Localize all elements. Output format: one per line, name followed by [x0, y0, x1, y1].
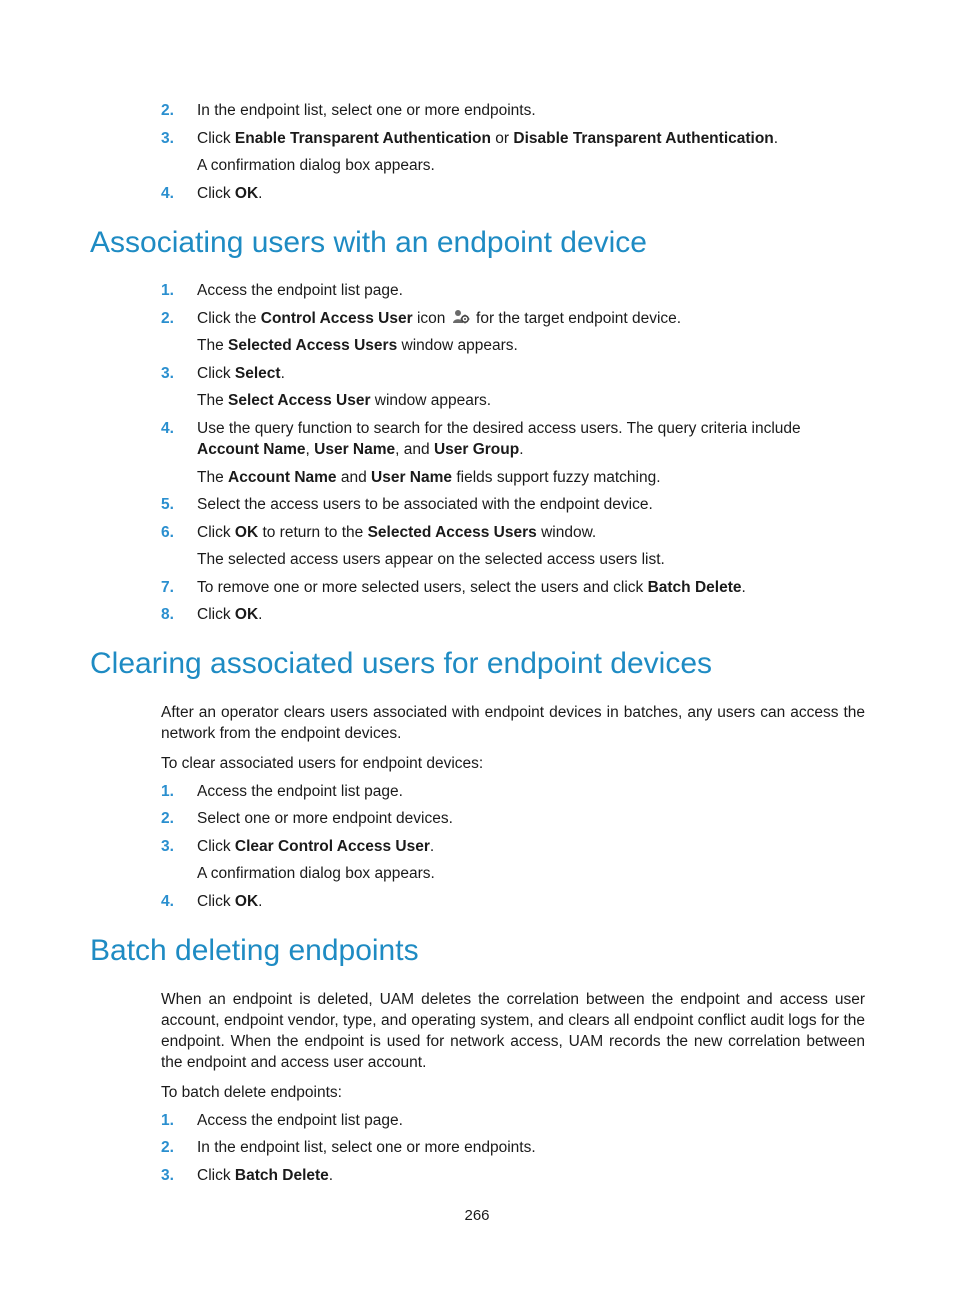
- page-number: 266: [464, 1207, 490, 1224]
- step-4: 4. Click OK.: [161, 891, 865, 912]
- bold-term: Disable Transparent Authentication: [513, 130, 774, 147]
- step-1: 1. Access the endpoint list page.: [161, 280, 865, 301]
- section2-lead: To clear associated users for endpoint devices:: [161, 755, 484, 772]
- text-run: .: [429, 838, 435, 855]
- bold-term: OK: [234, 524, 259, 541]
- step-3: 3. Click Clear Control Access User.: [161, 836, 865, 857]
- bold-term: User Name: [314, 441, 396, 458]
- section3-lead: To batch delete endpoints:: [161, 1084, 342, 1101]
- step-text: [197, 577, 865, 598]
- step-text: [197, 808, 865, 829]
- text-run: Use the query function to search for the desired access users. The query criteria include: [197, 420, 801, 437]
- text-run: .: [280, 365, 285, 382]
- text-run: .: [258, 893, 263, 910]
- text-run: .: [519, 441, 524, 458]
- step-text: [197, 781, 865, 802]
- text-run: Click: [197, 130, 235, 147]
- step-text: [197, 1110, 865, 1131]
- text-run: The: [197, 392, 229, 409]
- step-text: [197, 100, 865, 121]
- step-text: [197, 280, 865, 301]
- section-heading-associating-users: Associating users with an endpoint device: [90, 226, 647, 259]
- text-run: ,: [305, 441, 315, 458]
- step-text: [197, 604, 865, 625]
- step-text: [197, 1137, 865, 1158]
- step-text: [197, 418, 865, 460]
- section-heading-clearing-users: Clearing associated users for endpoint devices: [90, 647, 713, 680]
- text-run: The: [197, 337, 229, 354]
- step-text: [197, 836, 865, 857]
- bold-term: Batch Delete: [234, 1167, 329, 1184]
- text-run: In the endpoint list, select one or more endpoints.: [197, 1139, 536, 1156]
- text-run: A confirmation dialog box appears.: [197, 157, 435, 174]
- bold-term: OK: [234, 893, 259, 910]
- step-1: 1. Access the endpoint list page.: [161, 781, 865, 802]
- step-6: 6. Click OK to return to the Selected Access Users window.: [161, 522, 865, 543]
- text-run: .: [258, 185, 263, 202]
- bold-term: User Name: [371, 469, 453, 486]
- bold-term: Selected Access Users: [228, 337, 398, 354]
- step-text: [197, 494, 865, 515]
- step-text: [197, 363, 865, 384]
- step-4: 4. Use the query function to search for the desired access users. The query criteria include Account Name, User Name, and User Group.: [161, 418, 865, 460]
- text-run: fields support fuzzy matching.: [452, 469, 661, 486]
- control-access-user-icon: [452, 309, 470, 325]
- step-text: [197, 891, 865, 912]
- bold-term: User Group: [433, 441, 520, 458]
- step-note: [197, 335, 865, 356]
- step-3: 3. Click Enable Transparent Authentication or Disable Transparent Authentication.: [161, 128, 865, 149]
- step-7: 7. To remove one or more selected users, select the users and click Batch Delete.: [161, 577, 865, 598]
- text-run: window.: [536, 524, 597, 541]
- step-8: 8. Click OK.: [161, 604, 865, 625]
- text-run: Click: [197, 1167, 235, 1184]
- bold-term: Control Access User: [260, 310, 413, 327]
- bold-term: Selected Access Users: [367, 524, 537, 541]
- step-1: 1. Access the endpoint list page.: [161, 1110, 865, 1131]
- text-run: .: [258, 606, 263, 623]
- text-run: window appears.: [370, 392, 492, 409]
- section2-intro: After an operator clears users associated with endpoint devices in batches, any users can access the network from the endpoint devices.: [161, 704, 865, 742]
- step-text: [197, 1165, 865, 1186]
- text-run: to return to the: [258, 524, 368, 541]
- bold-term: Account Name: [197, 441, 306, 458]
- step-note: [197, 863, 865, 884]
- text-run: A confirmation dialog box appears.: [197, 865, 435, 882]
- section-heading-batch-deleting: Batch deleting endpoints: [90, 934, 419, 967]
- text-run: .: [328, 1167, 334, 1184]
- section3-intro: When an endpoint is deleted, UAM deletes the correlation between the endpoint and access user account, endpoint vendor, type, and operating system, and clears all endpoint conflict audit logs for the endpoint. When the endpoint is used for network access, UAM records the new correlation between the endpoint and access user account.: [161, 991, 865, 1071]
- step-text: [197, 128, 865, 149]
- bold-term: Clear Control Access User: [234, 838, 430, 855]
- bold-term: OK: [234, 606, 259, 623]
- step-note: [197, 155, 865, 176]
- step-note: [197, 549, 865, 570]
- text-run: and: [336, 469, 372, 486]
- bold-term: Account Name: [228, 469, 337, 486]
- text-run: .: [773, 130, 779, 147]
- step-text: [197, 183, 865, 204]
- text-run: Click: [197, 365, 235, 382]
- text-run: window appears.: [397, 337, 518, 354]
- bold-term: Select Access User: [228, 392, 371, 409]
- text-run: Access the endpoint list page.: [197, 282, 403, 299]
- step-2: 2. In the endpoint list, select one or more endpoints.: [161, 100, 865, 121]
- text-run: , and: [395, 441, 434, 458]
- step-2: 2. Select one or more endpoint devices.: [161, 808, 865, 829]
- text-run: for the target endpoint device.: [471, 310, 682, 327]
- text-run: Click: [197, 524, 235, 541]
- text-run: Select the access users to be associated with the endpoint device.: [197, 496, 653, 513]
- step-2: 2. Click the Control Access User icon for the target endpoint device.: [161, 308, 865, 329]
- step-3: 3. Click Select.: [161, 363, 865, 384]
- text-run: or: [490, 130, 514, 147]
- step-note: [197, 467, 865, 488]
- text-run: In the endpoint list, select one or more endpoints.: [197, 102, 536, 119]
- step-text: [197, 308, 865, 329]
- step-3: 3. Click Batch Delete.: [161, 1165, 865, 1186]
- text-run: Click: [197, 185, 235, 202]
- bold-term: Enable Transparent Authentication: [234, 130, 491, 147]
- step-text: [197, 522, 865, 543]
- text-run: .: [741, 579, 746, 596]
- bold-term: Batch Delete: [647, 579, 742, 596]
- step-note: [197, 390, 865, 411]
- bold-term: OK: [234, 185, 259, 202]
- text-run: Click: [197, 838, 235, 855]
- text-run: The selected access users appear on the selected access users list.: [197, 551, 665, 568]
- text-run: Click: [197, 893, 235, 910]
- step-5: 5. Select the access users to be associated with the endpoint device.: [161, 494, 865, 515]
- text-run: To remove one or more selected users, select the users and click: [197, 579, 648, 596]
- text-run: Access the endpoint list page.: [197, 1112, 403, 1129]
- step-4: 4. Click OK.: [161, 183, 865, 204]
- text-run: icon: [412, 310, 450, 327]
- text-run: Access the endpoint list page.: [197, 783, 403, 800]
- text-run: Click: [197, 606, 235, 623]
- text-run: Click the: [197, 310, 261, 327]
- bold-term: Select: [234, 365, 281, 382]
- text-run: The: [197, 469, 229, 486]
- text-run: Select one or more endpoint devices.: [197, 810, 453, 827]
- step-2: 2. In the endpoint list, select one or more endpoints.: [161, 1137, 865, 1158]
